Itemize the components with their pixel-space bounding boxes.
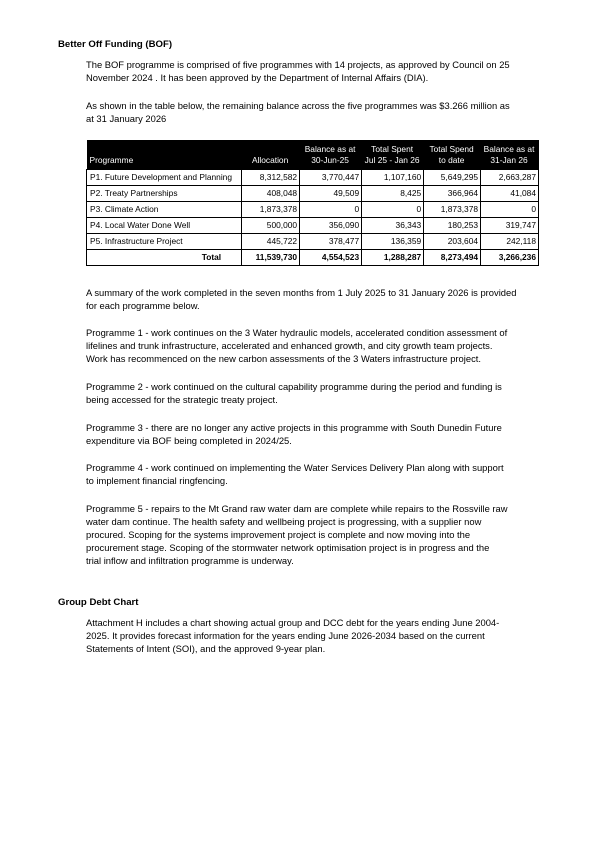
col-header-balance-jun25: Balance as at 30-Jun-25 xyxy=(304,144,356,165)
cell-allocation: 445,722 xyxy=(242,234,300,250)
cell-programme: P5. Infrastructure Project xyxy=(87,234,242,250)
cell-spend-to-date: 1,873,378 xyxy=(424,202,481,218)
bof-programme-table xyxy=(86,140,539,266)
programme-4-paragraph: Programme 4 - work continued on implementing the Water Services Delivery Plan along with support to implement financial ringfencing. xyxy=(86,462,504,486)
cell-balance-jun25: 0 xyxy=(300,202,362,218)
cell-balance-jun25: 49,509 xyxy=(300,186,362,202)
cell-balance-jun25: 3,770,447 xyxy=(300,170,362,186)
cell-programme: P4. Local Water Done Well xyxy=(87,218,242,234)
table-row xyxy=(87,234,539,250)
cell-total-spent: 1,288,287 xyxy=(362,250,424,266)
cell-allocation: 408,048 xyxy=(242,186,300,202)
cell-spend-to-date: 366,964 xyxy=(424,186,481,202)
cell-allocation: 1,873,378 xyxy=(242,202,300,218)
cell-total-balance-jan26: 3,266,236 xyxy=(481,250,539,266)
cell-spend-to-date: 180,253 xyxy=(424,218,481,234)
table-header-row xyxy=(87,140,539,170)
col-header-spend-to-date: Total Spend to date xyxy=(429,144,474,165)
summary-paragraph: A summary of the work completed in the seven months from 1 July 2025 to 31 January 2026 is provided for each programme below. xyxy=(86,287,517,311)
cell-spent: 8,425 xyxy=(362,186,424,202)
programme-1-paragraph: Programme 1 - work continues on the 3 Water hydraulic models, accelerated condition assessment of lifelines and trunk infrastructure, accelerated and enhanced growth, and city growth team projects. Work has recommenced on the new carbon assessments of the 3 Waters infrastructure project. xyxy=(86,327,508,364)
cell-balance-jun25: 378,477 xyxy=(300,234,362,250)
cell-allocation: 500,000 xyxy=(242,218,300,234)
cell-programme: P3. Climate Action xyxy=(87,202,242,218)
cell-balance-jan26: 242,118 xyxy=(481,234,539,250)
programme-2-paragraph: Programme 2 - work continued on the cultural capability programme during the period and funding is being accessed for the strategic treaty project. xyxy=(86,381,502,405)
cell-balance-jan26: 2,663,287 xyxy=(481,170,539,186)
cell-balance-jun25: 356,090 xyxy=(300,218,362,234)
table-total-row xyxy=(87,250,539,266)
programme-3-paragraph: Programme 3 - there are no longer any active projects in this programme with South Dunedin Future expenditure via BOF being completed in 2024/25. xyxy=(86,422,502,446)
cell-balance-jan26: 0 xyxy=(481,202,539,218)
cell-spent: 0 xyxy=(362,202,424,218)
table-row xyxy=(87,202,539,218)
debt-paragraph: Attachment H includes a chart showing actual group and DCC debt for the years ending June 2004- 2025. It provides forecast information for the years ending June 2026-2034 based on the current Statements of Intent (SOI), and the approved 9-year plan. xyxy=(86,617,500,654)
cell-total-allocation: 11,539,730 xyxy=(242,250,300,266)
col-header-programme: Programme xyxy=(89,155,134,165)
cell-programme: P1. Future Development and Planning xyxy=(87,170,242,186)
col-header-balance-jan26: Balance as at 31-Jan 26 xyxy=(483,144,535,165)
col-header-total-spent: Total Spent Jul 25 - Jan 26 xyxy=(364,144,420,165)
table-row xyxy=(87,170,539,186)
cell-allocation: 8,312,582 xyxy=(242,170,300,186)
cell-spent: 136,359 xyxy=(362,234,424,250)
cell-total-spend-to-date: 8,273,494 xyxy=(424,250,481,266)
programme-5-paragraph: Programme 5 - repairs to the Mt Grand raw water dam are complete while repairs to the Rossville raw water dam continue. The health safety and wellbeing project is progressing, with a supplier now procured. Scoping for the systems improvement project is complete and now moving into the procurement stage. Scoping of the stormwater network optimisation project is in progress and the trial inflow and infiltration programme is underway. xyxy=(86,503,508,566)
cell-spend-to-date: 5,649,295 xyxy=(424,170,481,186)
balance-paragraph: As shown in the table below, the remaining balance across the five programmes was $3.266 million as at 31 January 2026 xyxy=(86,100,510,124)
intro-paragraph: The BOF programme is comprised of five programmes with 14 projects, as approved by Council on 25 November 2024 . It has been approved by the Department of Internal Affairs (DIA). xyxy=(86,59,510,83)
cell-total-label: Total xyxy=(87,250,242,266)
cell-spent: 36,343 xyxy=(362,218,424,234)
section-heading-group-debt: Group Debt Chart xyxy=(58,597,139,608)
table-row xyxy=(87,186,539,202)
table-row xyxy=(87,218,539,234)
cell-spend-to-date: 203,604 xyxy=(424,234,481,250)
col-header-allocation: Allocation xyxy=(251,155,289,165)
cell-spent: 1,107,160 xyxy=(362,170,424,186)
cell-balance-jan26: 319,747 xyxy=(481,218,539,234)
cell-balance-jan26: 41,084 xyxy=(481,186,539,202)
section-heading-bof: Better Off Funding (BOF) xyxy=(58,39,173,50)
cell-programme: P2. Treaty Partnerships xyxy=(87,186,242,202)
cell-total-balance-jun25: 4,554,523 xyxy=(300,250,362,266)
